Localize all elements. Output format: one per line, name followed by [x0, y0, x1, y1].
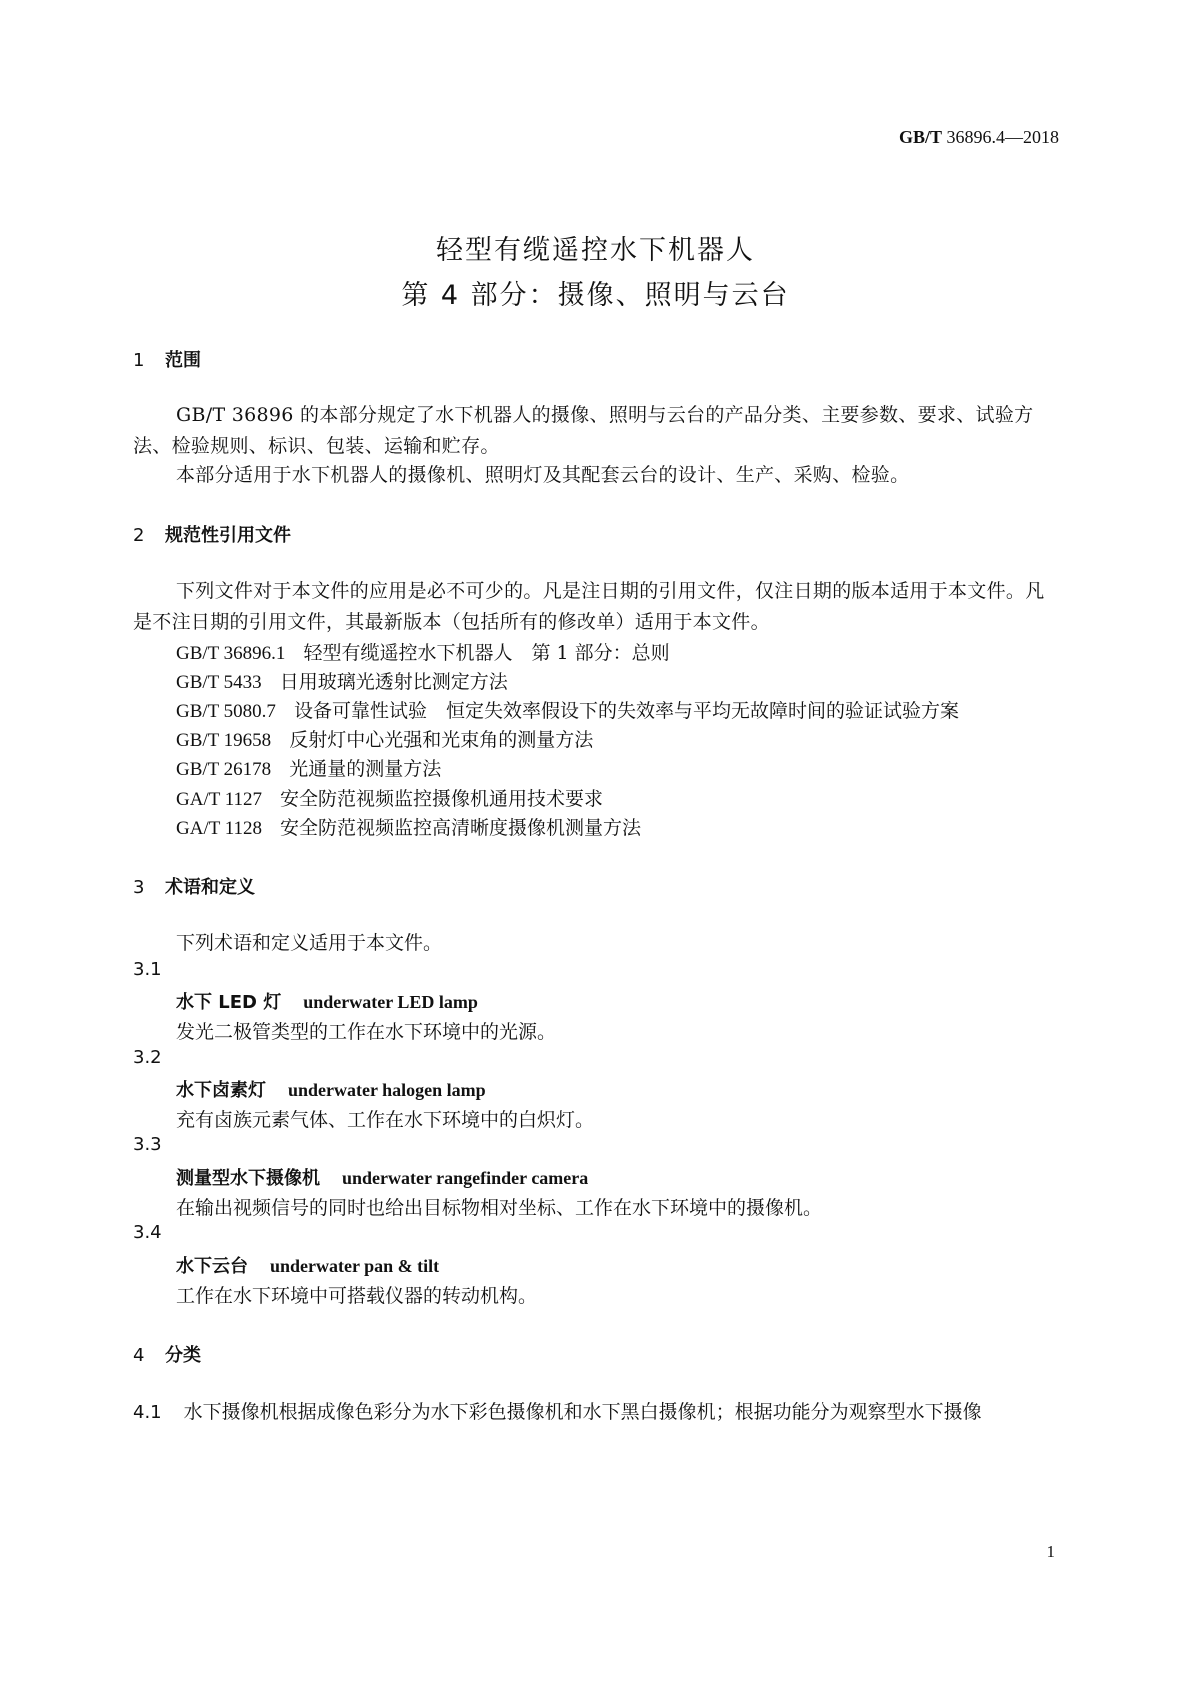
section-title: 范围 [165, 350, 201, 371]
reference-code: GB/T 36896.1 [176, 643, 286, 664]
term-chinese: 水下 LED 灯 [176, 992, 282, 1013]
term-heading [176, 1252, 439, 1278]
reference-title: 日用玻璃光透射比测定方法 [279, 671, 508, 693]
term-number: 3.3 [133, 1134, 162, 1155]
section-number: 4 [133, 1345, 145, 1366]
reference-title: 轻型有缆遥控水下机器人 第 1 部分：总则 [303, 642, 670, 664]
scope-paragraph-1: GB/T 36896 的本部分规定了水下机器人的摄像、照明与云台的产品分类、主要参数、要求、试验方法、检验规则、标识、包装、运输和贮存。 [133, 404, 1034, 457]
section-title: 术语和定义 [165, 877, 255, 898]
document-title-line-2: 第 4 部分：摄像、照明与云台 [401, 280, 790, 311]
reference-code: GB/T 5433 [176, 672, 262, 693]
normative-intro: 下列文件对于本文件的应用是必不可少的。凡是注日期的引用文件，仅注日期的版本适用于本文件。凡是不注日期的引用文件，其最新版本（包括所有的修改单）适用于本文件。 [133, 580, 1045, 633]
section-title: 规范性引用文件 [165, 525, 291, 546]
term-heading [176, 988, 478, 1014]
term-definition: 在输出视频信号的同时也给出目标物相对坐标、工作在水下环境中的摄像机。 [176, 1197, 823, 1219]
section-number: 3 [133, 877, 145, 898]
standard-number: 36896.4—2018 [946, 127, 1059, 147]
section-number: 1 [133, 350, 145, 371]
section-heading-terms [133, 873, 255, 899]
term-chinese: 测量型水下摄像机 [176, 1168, 320, 1189]
reference-title: 反射灯中心光强和光束角的测量方法 [289, 729, 594, 751]
document-title-line-1: 轻型有缆遥控水下机器人 [436, 235, 755, 266]
term-definition: 充有卤族元素气体、工作在水下环境中的白炽灯。 [176, 1109, 595, 1131]
section-number: 2 [133, 525, 145, 546]
term-number: 3.4 [133, 1222, 162, 1243]
clause-number: 4.1 [133, 1402, 162, 1423]
reference-item [176, 784, 603, 811]
reference-item [176, 725, 593, 752]
section-heading-normative-references [133, 521, 291, 547]
clause-text: 水下摄像机根据成像色彩分为水下彩色摄像机和水下黑白摄像机；根据功能分为观察型水下摄像 [183, 1401, 982, 1423]
term-heading [176, 1164, 588, 1190]
term-english: underwater LED lamp [303, 992, 478, 1012]
term-number: 3.2 [133, 1047, 162, 1068]
reference-item [176, 813, 641, 840]
terms-intro: 下列术语和定义适用于本文件。 [176, 932, 443, 954]
reference-item [176, 754, 441, 781]
term-heading [176, 1076, 486, 1102]
reference-code: GB/T 19658 [176, 730, 272, 751]
reference-title: 安全防范视频监控摄像机通用技术要求 [280, 788, 604, 810]
term-chinese: 水下云台 [176, 1256, 248, 1277]
section-heading-scope [133, 346, 201, 372]
section-title: 分类 [165, 1345, 201, 1366]
standard-prefix: GB/T [898, 127, 942, 147]
reference-code: GA/T 1127 [176, 789, 263, 810]
reference-code: GB/T 26178 [176, 759, 272, 780]
term-definition: 发光二极管类型的工作在水下环境中的光源。 [176, 1021, 557, 1043]
section-heading-classification [133, 1341, 201, 1367]
reference-title: 安全防范视频监控高清晰度摄像机测量方法 [280, 817, 642, 839]
clause-4-1 [133, 1397, 982, 1424]
term-number: 3.1 [133, 959, 162, 980]
term-english: underwater rangefinder camera [342, 1168, 589, 1188]
reference-code: GB/T 5080.7 [176, 701, 276, 722]
standard-code [899, 127, 1059, 148]
scope-paragraph-2: 本部分适用于水下机器人的摄像机、照明灯及其配套云台的设计、生产、采购、检验。 [176, 464, 910, 486]
reference-title: 光通量的测量方法 [289, 758, 442, 780]
reference-code: GA/T 1128 [176, 818, 263, 839]
term-english: underwater halogen lamp [288, 1080, 486, 1100]
reference-item [176, 638, 670, 665]
term-chinese: 水下卤素灯 [176, 1080, 266, 1101]
term-english: underwater pan & tilt [270, 1256, 440, 1276]
reference-item [176, 667, 508, 694]
term-definition: 工作在水下环境中可搭载仪器的转动机构。 [176, 1285, 538, 1307]
reference-item [176, 696, 959, 723]
reference-title: 设备可靠性试验 恒定失效率假设下的失效率与平均无故障时间的验证试验方案 [293, 700, 959, 722]
page-number: 1 [1046, 1542, 1055, 1561]
